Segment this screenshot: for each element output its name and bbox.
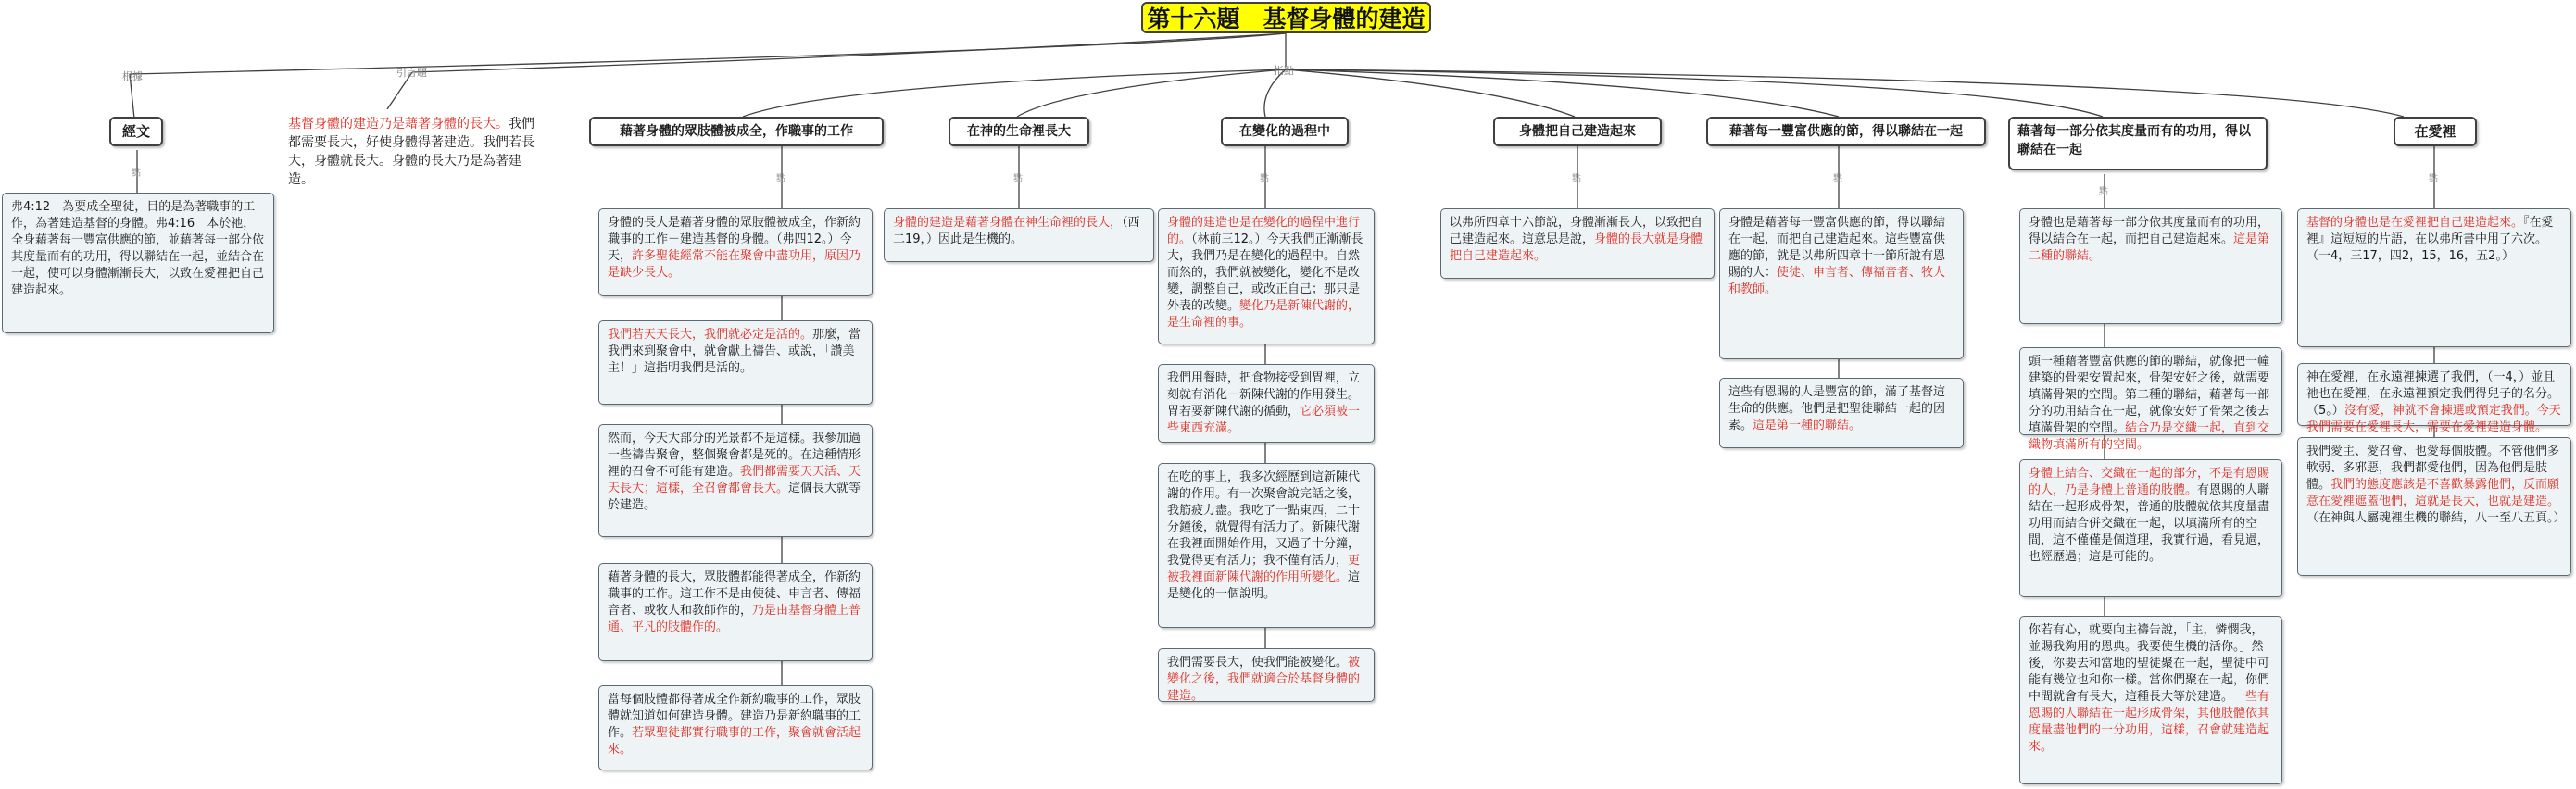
note-growing-1 [884, 208, 1154, 262]
note-text: 有恩賜的人聯結在一起形成骨架，普通的肢體就依其度量盡功用而結合併交織在一起，以填滿所有的空間，這不僅僅是個道理，我實行過，看見過，也經歷過；這是可能的。 [2029, 483, 2270, 564]
note-highlight-text: 更被我裡面新陳代謝的作用所變化。 [1167, 554, 1361, 584]
central-topic-label: 第十六題 基督身體的建造 [1147, 6, 1426, 32]
point-label: 點 [1013, 174, 1023, 184]
note-function-4 [2019, 616, 2282, 784]
note-text: 我們需要長大，使我們能被變化。 [1167, 656, 1349, 670]
note-scripture [2, 193, 274, 333]
note-intro [280, 109, 548, 198]
note-text: 你若有心，就要向主禱告說，「主，憐憫我，並賜我夠用的恩典。我要使生機的活你。」然後，你要去和當地的聖徒聚在一起，聖徒中可能有幾位也和你一樣。當你們聚在一起，你們中間就會有長大，這種長大等於建造。 [2029, 623, 2270, 704]
note-text: 然而，今天大部分的光景都不是這樣。我參加過一些禱告聚會，整個聚會都是死的。在這種情形裡的召會不可能有建造。 [608, 432, 861, 479]
point-label: 點 [2429, 174, 2438, 184]
branch-label-points: 指點 [1274, 65, 1294, 77]
point-label: 點 [1260, 174, 1269, 184]
topic-label: 身體把自己建造起來 [1519, 124, 1636, 139]
note-highlight-text: 變化乃是新陳代謝的，是生命裡的事。 [1167, 299, 1361, 330]
note-text: （林前三12。）今天我們正漸漸長大，我們乃是在變化的過程中。自然而然的，我們就被變化，變化不是改變，調整自己，或改正自己；那只是外表的改變。 [1167, 232, 1363, 313]
note-highlight-text: 身體上結合、交織在一起的部分，不是有恩賜的人，乃是身體上普通的肢體。 [2029, 467, 2270, 497]
note-text: 那麼，當我們來到聚會中，就會獻上禱告、或說，「讚美主！」這指明我們是活的。 [608, 328, 861, 375]
topic-joints-of-supply[interactable] [1706, 117, 1986, 146]
note-text: 身體的長大是藉著身體的眾肢體被成全，作新約職事的工作－建造基督的身體。（弗四12。）今天， [608, 216, 861, 263]
note-highlight-text: 乃是由基督身體上普通、平凡的肢體作的。 [608, 604, 861, 634]
note-highlight-text: 許多聖徒經常不能在聚會中盡功用，原因乃是缺少長大。 [608, 249, 861, 280]
note-transform-3 [1158, 463, 1375, 628]
note-highlight-text: 這是第一種的聯結。 [1753, 419, 1862, 432]
note-transform-1 [1158, 208, 1375, 344]
note-highlight-text: 我們若天天長大，我們就必定是活的。 [608, 328, 813, 342]
topic-in-love[interactable] [2394, 117, 2477, 146]
note-text: 我們愛主、愛召會、也愛每個肢體。不管他們多軟弱、多邪惡，我們都愛他們，因為他們是肢體。 [2306, 445, 2560, 492]
note-function-2 [2019, 347, 2282, 452]
note-highlight-text: 身體的建造是藉著身體在神生命裡的長大， [893, 216, 1123, 230]
note-highlight-text: 被變化之後，我們就適合於基督身體的建造。 [1167, 656, 1361, 703]
note-text: 神在愛裡，在永遠裡揀選了我們，（一4，）並且祂也在愛裡，在永遠裡預定我們得兒子的名分。（5。） [2306, 370, 2560, 418]
topic-perfecting-members[interactable] [589, 117, 884, 146]
note-text: 當每個肢體都得著成全作新約職事的工作，眾肢體就知道如何建造身體。建造乃是新約職事的工作。 [608, 693, 861, 740]
note-highlight-text: 身體的建造也是在變化的過程中進行的。 [1167, 216, 1361, 246]
note-perfecting-2 [598, 320, 873, 405]
note-transform-4 [1158, 648, 1375, 702]
note-text: 以弗所四章十六節說，身體漸漸長大，以致把自己建造起來。這意思是說， [1450, 216, 1703, 246]
note-text: 這些有恩賜的人是豐富的節，滿了基督這生命的供應。他們是把聖徒聯結一起的因素。 [1728, 385, 1946, 432]
topic-transformation[interactable] [1221, 117, 1349, 146]
point-label: 點 [2099, 187, 2108, 197]
topic-label: 藉著每一豐富供應的節，得以聯結在一起 [1729, 124, 1963, 139]
note-text: 『在愛裡』這短短的片語，在以弗所書中用了六次。（一4，三17，四2，15，16，五2。） [2306, 216, 2554, 263]
note-text: （在神與人屬魂裡生機的聯結，八一至八五頁。） [2306, 511, 2566, 525]
note-building-1 [1440, 208, 1715, 279]
note-text: 這個長大就等於建造。 [608, 482, 861, 512]
note-highlight-text: 基督身體的建造乃是藉著身體的長大。 [288, 117, 509, 132]
note-joints-2 [1719, 378, 1964, 448]
note-love-1 [2297, 208, 2571, 347]
note-love-2 [2297, 363, 2571, 434]
note-highlight-text: 基督的身體也是在愛裡把自己建造起來。 [2306, 216, 2524, 230]
note-text: 身體是藉著每一豐富供應的節，得以聯結在一起，而把自己建造起來。這些豐富供應的節，就是以弗所四章十一節所說有恩賜的人： [1728, 216, 1946, 280]
topic-label: 在神的生命裡長大 [967, 124, 1071, 139]
note-text: （西二19，）因此是生機的。 [893, 216, 1140, 246]
branch-label-intro: 引言題 [396, 67, 427, 79]
note-highlight-text: 身體的長大就是身體把自己建造起來。 [1450, 232, 1703, 263]
note-highlight-text: 沒有愛，神就不會揀選或預定我們。今天我們需要在愛裡長大，需要在愛裡建造身體。 [2306, 404, 2561, 434]
note-text: 身體也是藉著每一部分依其度量而有的功用，得以結合在一起，而把自己建造起來。 [2029, 216, 2270, 246]
topic-label: 經文 [121, 123, 150, 140]
topic-label: 藉著每一部分依其度量而有的功用，得以聯結在一起 [2017, 124, 2251, 157]
note-highlight-text: 結合乃是交織一起，直到交織物填滿所有的空間。 [2029, 421, 2270, 452]
topic-label: 在愛裡 [2414, 123, 2457, 140]
note-highlight-text: 一些有恩賜的人聯結在一起形成骨架，其他肢體依其度量盡他們的一分功用，這樣，召會就建造起來。 [2029, 690, 2270, 754]
note-perfecting-4 [598, 563, 873, 661]
topic-label: 藉著身體的眾肢體被成全，作職事的工作 [620, 124, 853, 139]
topic-growing-in-life[interactable] [949, 117, 1089, 146]
topic-building-itself[interactable] [1493, 117, 1662, 146]
note-text: 弗4:12 為要成全聖徒，目的是為著職事的工作，為著建造基督的身體。弗4:16 本於祂，全身藉著每一豐富供應的節，並藉著每一部分依其度量而有的功用，得以聯結在一起，並結合在一起，使可以身體漸漸長大，以致在愛裡把自己建造起來。 [11, 200, 265, 297]
note-love-3 [2297, 437, 2571, 576]
note-joints-1 [1719, 208, 1964, 359]
note-highlight-text: 它必須被一些東西充滿。 [1167, 405, 1361, 435]
note-text: 在吃的事上，我多次經歷到這新陳代謝的作用。有一次聚會說完話之後，我筋疲力盡。我吃了一點東西，二十分鐘後，就覺得有活力了。新陳代謝在我裡面開始作用，又過了十分鐘，我覺得更有活力；我不僅有活力， [1167, 470, 1361, 568]
note-highlight-text: 這是第二種的聯結。 [2029, 232, 2270, 263]
branch-label-basis: 根據 [122, 70, 143, 82]
note-perfecting-3 [598, 424, 873, 537]
note-text: 藉著身體的長大，眾肢體都能得著成全，作新約職事的工作。這工作不是由使徒、申言者、傳福音者、或牧人和教師作的， [608, 570, 861, 618]
point-label: 點 [132, 169, 141, 179]
topic-scripture[interactable] [109, 117, 163, 146]
point-label: 點 [1833, 174, 1842, 184]
note-perfecting-5 [598, 685, 873, 770]
note-highlight-text: 使徒、申言者、傳福音者、牧人和教師。 [1728, 266, 1946, 296]
note-text: 我們都需要長大，好使身體得著建造。我們若長大，身體就長大。身體的長大乃是為著建造。 [288, 117, 534, 187]
note-highlight-text: 若眾聖徒都實行職事的工作，聚會就會活起來。 [608, 726, 861, 757]
note-text: 頭一種藉著豐富供應的節的聯結，就像把一幢建築的骨架安置起來，骨架安好之後，就需要填滿骨架的空間。第二種的聯結，藉著每一部分的功用結合在一起，就像安好了骨架之後去填滿骨架的空間。 [2029, 355, 2270, 435]
note-function-1 [2019, 208, 2282, 324]
note-perfecting-1 [598, 208, 873, 296]
topic-label: 在變化的過程中 [1239, 124, 1330, 139]
note-text: 我們用餐時，把食物接受到胃裡，立刻就有消化－新陳代謝的作用發生。胃若要新陳代謝的循動， [1167, 371, 1361, 419]
topic-each-part-function[interactable] [2008, 117, 2268, 170]
point-label: 點 [776, 174, 785, 184]
note-function-3 [2019, 459, 2282, 597]
note-transform-2 [1158, 364, 1375, 443]
point-label: 點 [1572, 174, 1581, 184]
central-topic[interactable] [1141, 2, 1431, 33]
note-highlight-text: 我們都需要天天活、天天長大；這樣，全召會都會長大。 [608, 465, 861, 495]
note-highlight-text: 我們的態度應該是不喜歡暴露他們，反而願意在愛裡遮蓋他們，這就是長大，也就是建造。 [2306, 478, 2560, 508]
note-text: 這是變化的一個說明。 [1167, 570, 1361, 601]
